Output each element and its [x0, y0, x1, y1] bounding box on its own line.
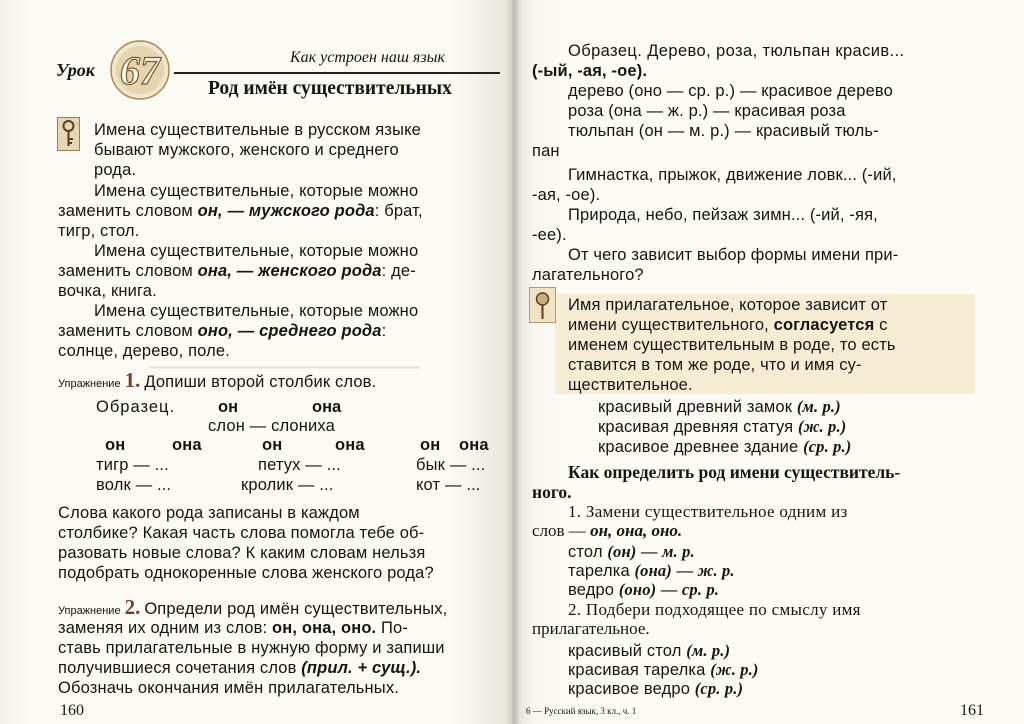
rule-line: заменить словом оно, — среднего рода:: [58, 322, 387, 340]
rule-line: Имена существительные, которые можно: [94, 242, 419, 260]
pin-icon: [529, 287, 556, 323]
word-pair: бык — ...: [416, 456, 486, 474]
exercise-1-heading: Упражнение 1. Допиши второй столбик слов.: [58, 368, 377, 392]
rule-line: бывают мужского, женского и среднего: [94, 141, 399, 159]
lesson-number: 67: [120, 48, 160, 93]
question-line: подобрать однокоренные слова женского рода?: [58, 564, 434, 582]
example-phrase: красивая древняя статуя (ж. р.): [598, 417, 847, 436]
rule-line: заменить словом он, — мужского рода: брат,: [58, 202, 423, 220]
sample-ona: она: [312, 398, 342, 416]
rule-line: вочка, книга.: [58, 282, 157, 300]
word-pair: кот — ...: [416, 476, 481, 494]
column-header: он: [420, 436, 441, 454]
section-heading: Как устроен наш язык: [290, 49, 445, 66]
question-line: столбике? Какая часть слова помогла тебе об-: [58, 524, 425, 542]
rule-line: Имена существительные, которые можно: [94, 182, 419, 200]
exercise-line: заменяя их одним из слов: он, она, оно. По-: [58, 619, 409, 637]
sample-line: роза (она — ж. р.) — красивая роза: [568, 102, 846, 120]
rule-line: ставится в том же роде, что и имя су-: [568, 356, 862, 374]
lesson-number-badge: [108, 40, 172, 100]
rule-line: рода.: [94, 161, 137, 179]
question-line: разовать новые слова? К каким словам нельзя: [58, 544, 426, 562]
step-example: тарелка (она) — ж. р.: [568, 561, 735, 580]
task-line: Гимнастка, прыжок, движение ловк... (-ий,: [568, 166, 897, 184]
how-title: ного.: [532, 482, 572, 502]
how-title: Как определить род имени существитель-: [568, 462, 901, 482]
lesson-label: Урок: [56, 60, 95, 80]
rule-line: тигр, стол.: [58, 222, 140, 240]
rule-line: Имена существительные в русском языке: [94, 121, 421, 139]
rule-line: имени существительного, согласуется с: [568, 316, 888, 334]
word-pair: кролик — ...: [241, 476, 334, 494]
lesson-title: Род имён существительных: [208, 78, 452, 99]
step-line: 1. Замени существительное одним из: [568, 502, 848, 521]
word-pair: волк — ...: [96, 476, 172, 494]
column-header: она: [172, 436, 202, 454]
key-icon: [57, 117, 80, 151]
sample-on: он: [218, 398, 239, 416]
example-phrase: красивый древний замок (м. р.): [598, 397, 841, 416]
column-header: он: [105, 436, 126, 454]
adjective-example: красивый стол (м. р.): [568, 641, 731, 660]
step-example: стол (он) — м. р.: [568, 542, 695, 561]
exercise-line: ставь прилагательные в нужную форму и запиши: [58, 639, 445, 657]
rule-line: ществительное.: [568, 376, 693, 394]
sample-line: (-ый, -ая, -ое).: [532, 62, 648, 80]
exercise-2-heading: Упражнение 2. Определи род имён существительных,: [58, 595, 448, 619]
sample-pair: слон — слониха: [208, 417, 335, 435]
bleed-through-text: ▁▁▁▁▁▁▁▁▁▁▁▁▁▁▁▁▁▁▁▁▁▁▁▁▁: [150, 352, 420, 368]
book-gutter: [505, 0, 521, 724]
step-example: ведро (оно) — ср. р.: [568, 580, 720, 599]
rule-line: солнце, дерево, поле.: [58, 342, 230, 360]
sample-label: Образец.: [96, 398, 176, 416]
example-phrase: красивое древнее здание (ср. р.): [598, 437, 852, 456]
sample-line: дерево (оно — ср. р.) — красивое дерево: [568, 82, 893, 100]
adjective-example: красивая тарелка (ж. р.): [568, 660, 759, 679]
column-header: она: [459, 436, 489, 454]
word-pair: петух — ...: [258, 456, 341, 474]
column-header: он: [262, 436, 283, 454]
task-line: -ая, -ое).: [532, 186, 601, 204]
page-number-right: 161: [960, 702, 984, 719]
column-header: она: [335, 436, 365, 454]
sample-line: пан: [532, 142, 560, 160]
rule-line: Имена существительные, которые можно: [94, 302, 419, 320]
exercise-line: получившиеся сочетания слов (прил. + сущ.).: [58, 659, 422, 677]
word-pair: тигр — ...: [96, 456, 169, 474]
task-line: -ее).: [532, 226, 567, 244]
adjective-example: красивое ведро (ср. р.): [568, 679, 744, 698]
rule-line: Имя прилагательное, которое зависит от: [568, 296, 888, 314]
question-line: Слова какого рода записаны в каждом: [58, 504, 360, 522]
step-line: слов — он, она, оно.: [532, 521, 683, 540]
step-line: 2. Подбери подходящее по смыслу имя: [568, 600, 861, 619]
question-line: лагательного?: [532, 266, 644, 284]
header-rule: [174, 72, 500, 74]
question-line: От чего зависит выбор формы имени при-: [568, 246, 899, 264]
step-line: прилагательное.: [532, 619, 650, 638]
rule-line: заменить словом она, — женского рода: де-: [58, 262, 416, 280]
exercise-line: Обозначь окончания имён прилагательных.: [58, 679, 399, 697]
rule-line: именем существительным в роде, то есть: [568, 336, 896, 354]
sample-line: тюльпан (он — м. р.) — красивый тюль-: [568, 122, 879, 140]
sample-line: Образец. Дерево, роза, тюльпан красив...: [568, 42, 905, 60]
page-footer: 6 — Русский язык, 3 кл., ч. 1: [526, 706, 637, 716]
page-number-left: 160: [60, 702, 84, 719]
task-line: Природа, небо, пейзаж зимн... (-ий, -яя,: [568, 206, 878, 224]
